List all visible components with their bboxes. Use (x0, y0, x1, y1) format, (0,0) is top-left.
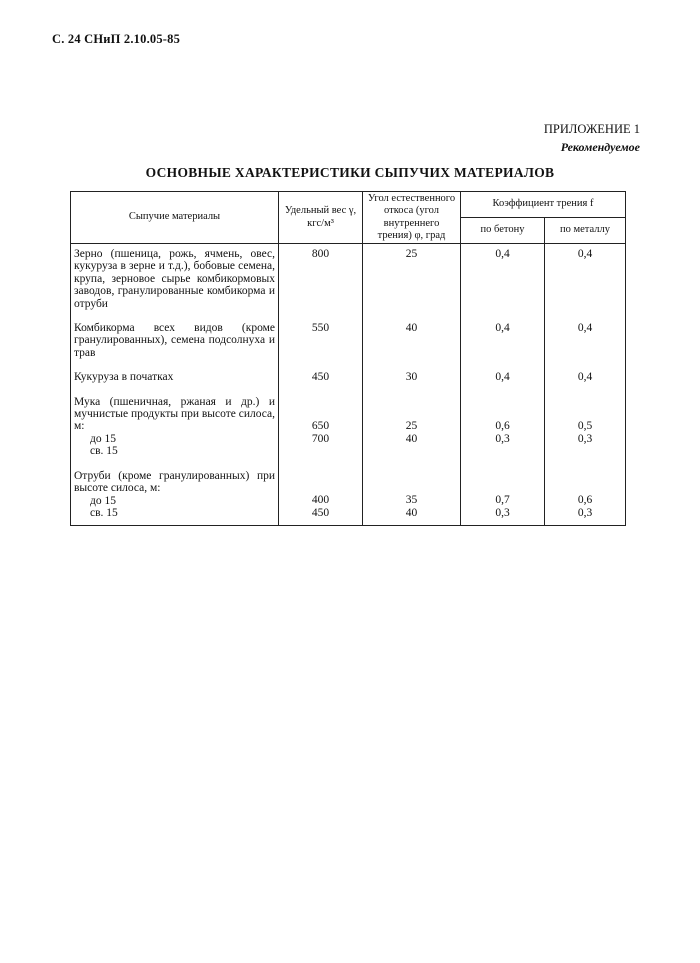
page-header: С. 24 СНиП 2.10.05-85 (52, 32, 181, 46)
weight-values (279, 466, 363, 526)
header-weight: Удельный вес γ, кгс/м³ (279, 192, 363, 244)
material-name: Зерно (пшеница, рожь, ячмень, овес, кукуруза в зерне и т.д.), бобовые семена, крупа, зерновое сырье комбикормовых заводов, гранулированные комбикорма и отруби (71, 244, 279, 311)
weight-value: 700 (311, 432, 330, 445)
table-row (71, 318, 626, 359)
header-material: Сыпучие материалы (71, 192, 279, 244)
concrete-friction-value: 0,4 (461, 318, 545, 359)
concrete-friction-value: 0,3 (495, 432, 510, 445)
concrete-friction-value: 0,4 (461, 244, 545, 311)
material-name: Комбикорма всех видов (кроме гранулированных), семена подсолнуха и трав (71, 318, 279, 359)
concrete-friction-values (461, 392, 545, 458)
angle-value: 25 (405, 420, 418, 433)
angle-value: 35 (405, 494, 418, 507)
concrete-friction-value: 0,4 (461, 367, 545, 383)
weight-value: 450 (311, 506, 330, 519)
metal-friction-values (545, 466, 626, 526)
concrete-friction-value: 0,3 (495, 506, 510, 519)
weight-value: 650 (311, 420, 330, 433)
metal-friction-values (545, 392, 626, 458)
weight-value: 400 (311, 494, 330, 507)
metal-friction-value: 0,4 (545, 318, 626, 359)
weight-value: 450 (279, 367, 363, 383)
header-friction: Коэффициент трения f (461, 192, 626, 218)
weight-value: 800 (279, 244, 363, 311)
appendix-status: Рекомендуемое (560, 140, 640, 154)
material-name (71, 392, 279, 458)
sub-label: до 15 (90, 432, 116, 445)
weight-value: 550 (279, 318, 363, 359)
angle-value: 30 (363, 367, 461, 383)
metal-friction-value: 0,3 (577, 432, 593, 445)
material-name (71, 466, 279, 526)
materials-table (70, 191, 626, 526)
material-name: Кукуруза в початках (71, 367, 279, 383)
angle-values (363, 392, 461, 458)
metal-friction-value: 0,3 (577, 506, 593, 519)
header-concrete: по бетону (461, 218, 545, 244)
header-metal: по металлу (545, 218, 626, 244)
material-group-label: Мука (пшеничная, ржаная и др.) и мучнистые продукты при высоте силоса, м: (74, 395, 275, 433)
sub-label: до 15 (90, 494, 116, 507)
appendix-label: ПРИЛОЖЕНИЕ 1 (543, 122, 640, 136)
table-row (71, 392, 626, 458)
sub-label: св. 15 (90, 445, 118, 458)
table-row (71, 466, 626, 526)
concrete-friction-value: 0,6 (495, 420, 510, 433)
metal-friction-value: 0,4 (545, 244, 626, 311)
table-row (71, 244, 626, 311)
angle-value: 25 (363, 244, 461, 311)
document-title: ОСНОВНЫЕ ХАРАКТЕРИСТИКИ СЫПУЧИХ МАТЕРИАЛОВ (145, 165, 555, 180)
weight-values (279, 392, 363, 458)
metal-friction-value: 0,5 (577, 420, 593, 433)
angle-value: 40 (405, 432, 418, 445)
metal-friction-value: 0,4 (545, 367, 626, 383)
material-group-label: Отруби (кроме гранулированных) при высоте силоса, м: (74, 469, 275, 495)
sub-label: св. 15 (90, 506, 118, 519)
angle-values (363, 466, 461, 526)
header-angle: Угол естественного откоса (угол внутреннего трения) φ, град (363, 192, 461, 244)
angle-value: 40 (363, 318, 461, 359)
concrete-friction-value: 0,7 (495, 494, 510, 507)
table-row (71, 367, 626, 383)
angle-value: 40 (405, 506, 418, 519)
concrete-friction-values (461, 466, 545, 526)
metal-friction-value: 0,6 (577, 494, 593, 507)
appendix-block (544, 120, 640, 156)
